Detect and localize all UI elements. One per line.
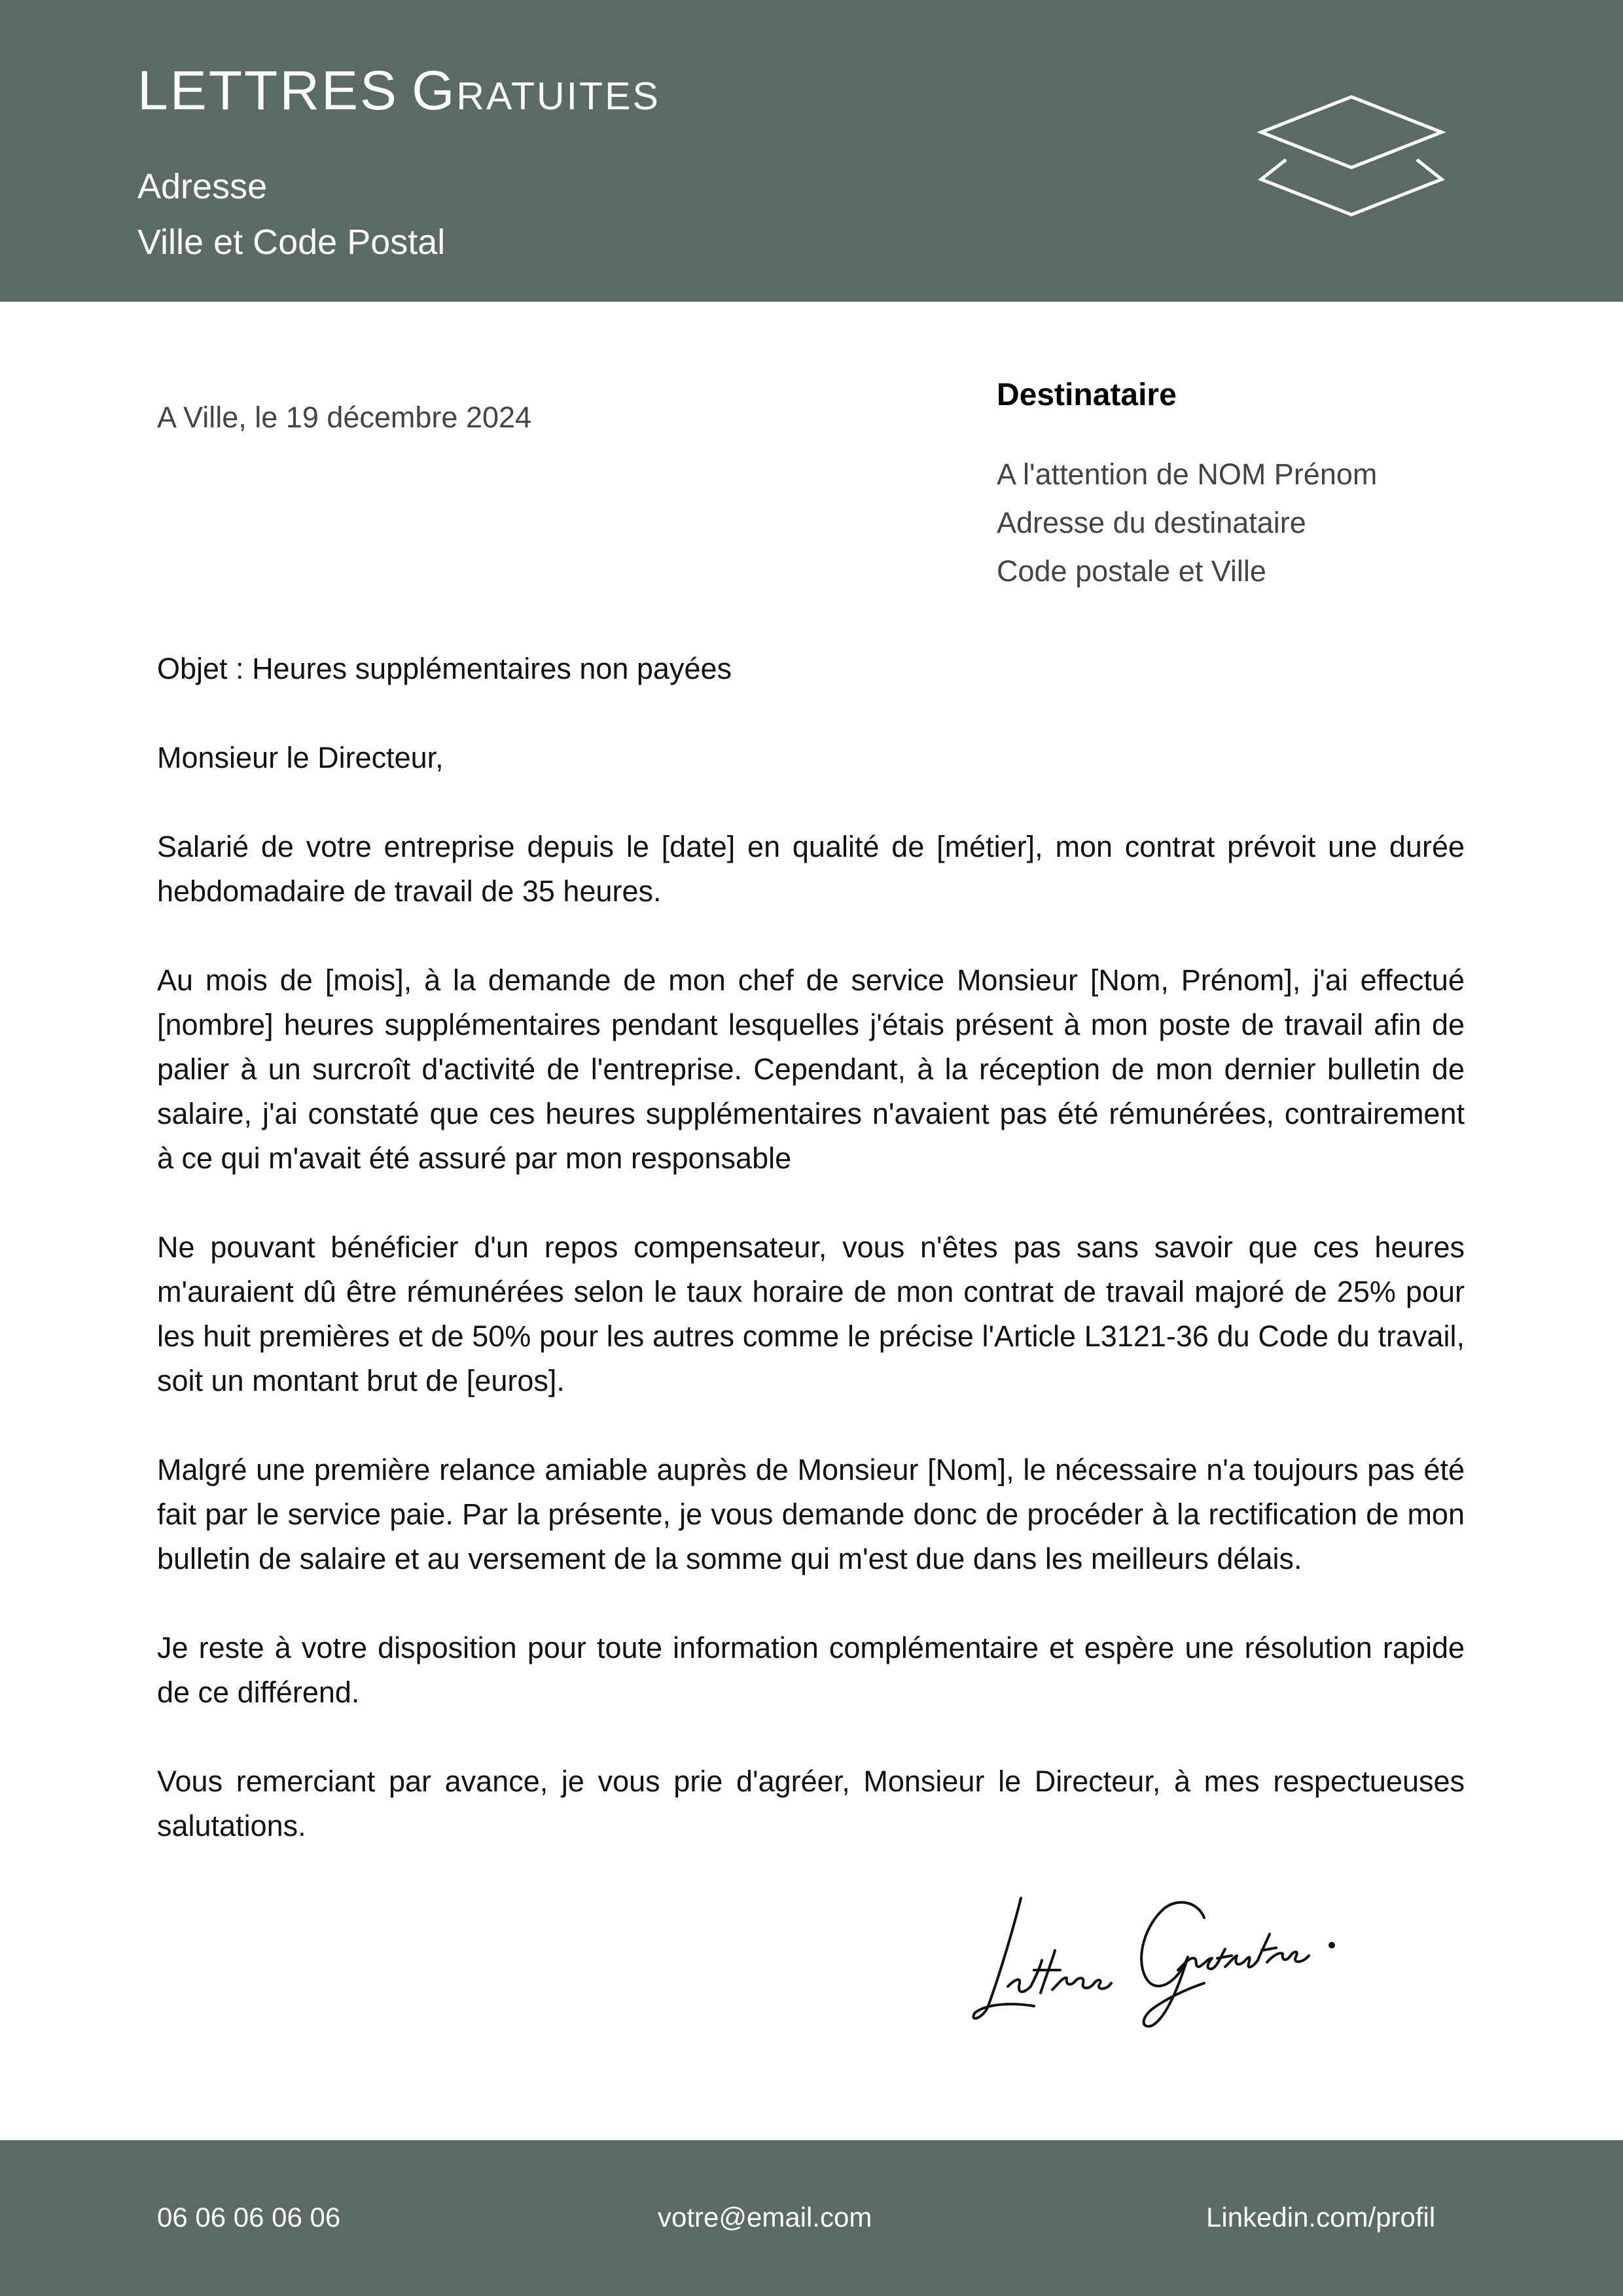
recipient-title: Destinataire (997, 378, 1177, 412)
brand-title (137, 58, 660, 123)
letter-body (157, 647, 1465, 1893)
letter-subject: Objet : Heures supplémentaires non payées (157, 652, 732, 685)
letter-salutation: Monsieur le Directeur, (157, 741, 444, 774)
letter-paragraph: Ne pouvant bénéficier d'un repos compensateur, vous n'êtes pas sans savoir que ces heures m'auraient dû être rémunérées selon le taux horaire de mon contrat de travail majoré de 25% pour les huit premières et de 50% pour les autres comme le précise l'Article L3121-36 du Code du travail, soit un montant brut de [euros]. (157, 1230, 1465, 1397)
footer-phone: 06 06 06 06 06 (157, 2202, 341, 2233)
letter-paragraph: Malgré une première relance amiable auprès de Monsieur [Nom], le nécessaire n'a toujours pas été fait par le service paie. Par la présente, je vous demande donc de procéder à la rectification de mon bulletin de salaire et au versement de la somme qui m'est due dans les meilleurs délais. (157, 1453, 1465, 1575)
letter-paragraph: Je reste à votre disposition pour toute information complémentaire et espère une résolution rapide de ce différend. (157, 1631, 1465, 1709)
brand-first: LETTRES (137, 60, 399, 121)
sender-city-postal: Ville et Code Postal (137, 223, 446, 262)
letter-date: A Ville, le 19 décembre 2024 (157, 401, 532, 434)
stacked-layers-icon (1257, 92, 1446, 223)
letter-paragraph: Au mois de [mois], à la demande de mon chef de service Monsieur [Nom, Prénom], j'ai effectué [nombre] heures supplémentaires pendant lesquelles j'étais présent à mon poste de travail afin de palier à un surcroît d'activité de l'entreprise. Cependant, à la réception de mon dernier bulletin de salaire, j'ai constaté que ces heures supplémentaires n'avaient pas été rémunérées, contrairement à ce qui m'avait été assuré par mon responsable (157, 963, 1465, 1175)
recipient-line: Code postale et Ville (997, 554, 1266, 588)
letter-paragraph: Vous remerciant par avance, je vous prie d'agréer, Monsieur le Directeur, à mes respectueuses salutations. (157, 1765, 1465, 1842)
recipient-line: A l'attention de NOM Prénom (997, 457, 1378, 491)
brand-second: Gratuites (412, 60, 660, 121)
sender-address: Adresse (137, 167, 268, 206)
footer-linkedin[interactable]: Linkedin.com/profil (1206, 2202, 1436, 2233)
footer-email[interactable]: votre@email.com (658, 2202, 872, 2233)
letter-paragraph: Salarié de votre entreprise depuis le [date] en qualité de [métier], mon contrat prévoit une durée hebdomadaire de travail de 35 heures. (157, 830, 1465, 908)
handwritten-signature (969, 1872, 1348, 2029)
recipient-line: Adresse du destinataire (997, 506, 1306, 539)
